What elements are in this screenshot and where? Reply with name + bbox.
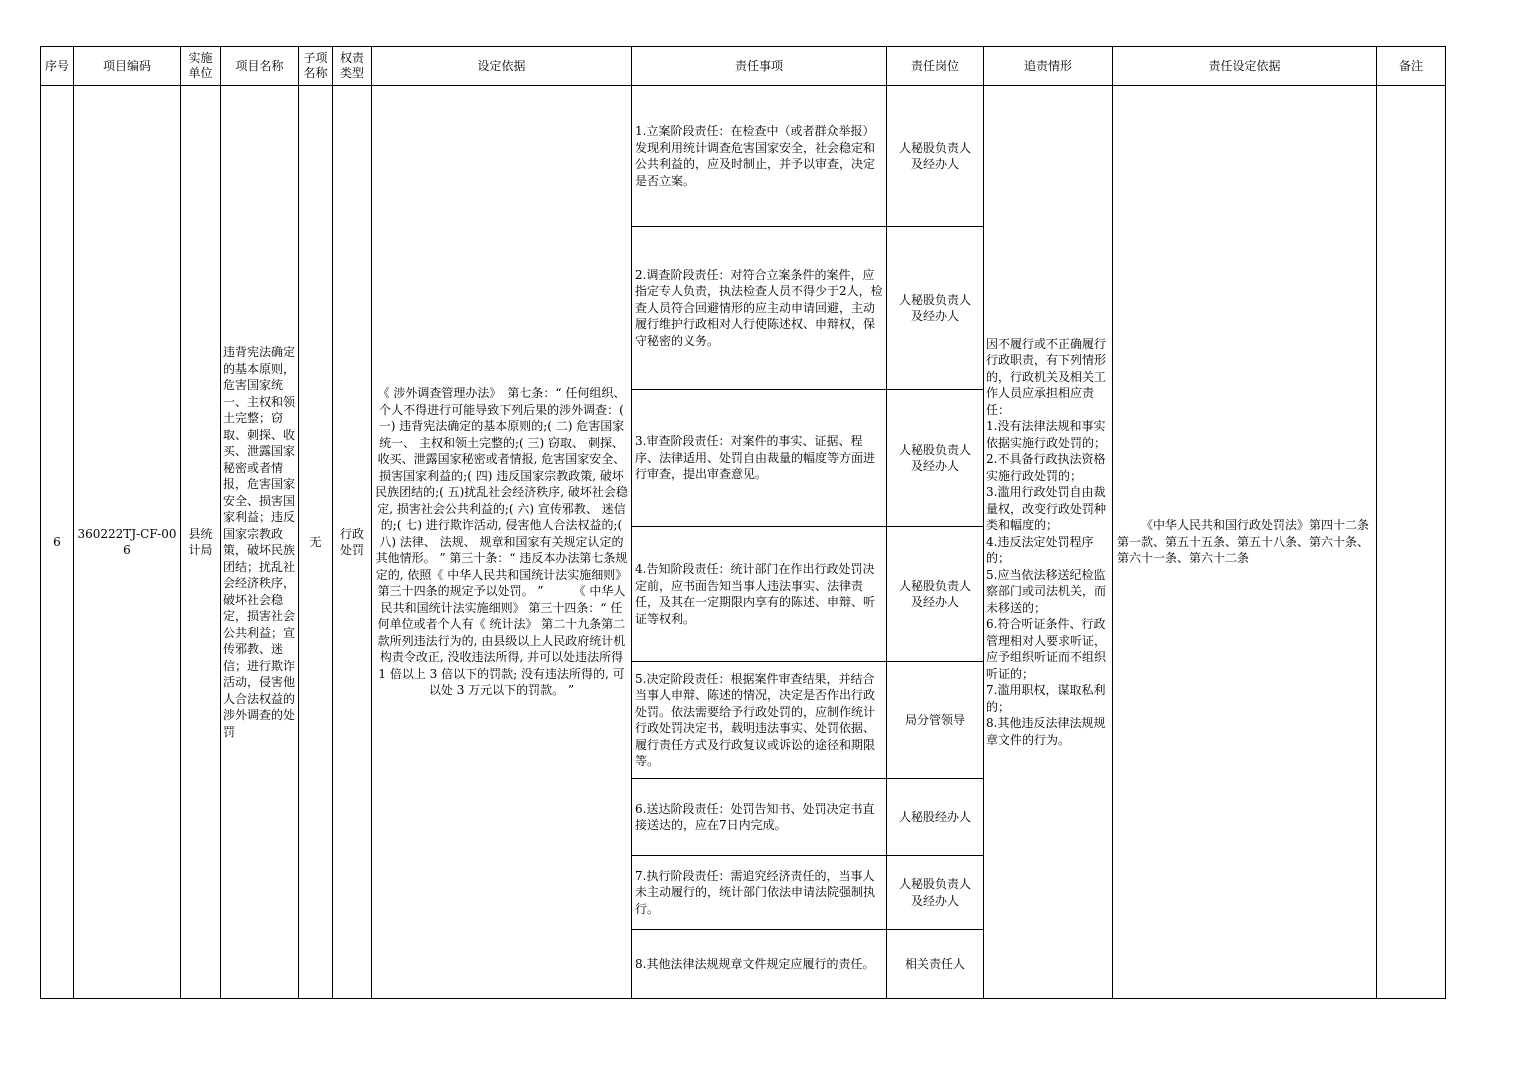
header-row — [41, 47, 1446, 86]
resp-basis-cell: 《中华人民共和国行政处罚法》第四十二条第一款、第五十五条、第五十八条、第六十条、第六十一条、第六十二条 — [1113, 86, 1377, 999]
matter-cell: 1.立案阶段责任：在检查中（或者群众举报）发现利用统计调查危害国家安全，社会稳定和公共利益的，应及时制止，并予以审查，决定是否立案。 — [632, 86, 887, 227]
post-cell: 人秘股负责人及经办人 — [887, 227, 984, 390]
post-cell: 人秘股负责人及经办人 — [887, 527, 984, 662]
matter-cell: 5.决定阶段责任：根据案件审查结果，并结合当事人申辩、陈述的情况，决定是否作出行政处罚。依法需要给予行政处罚的，应制作统计行政处罚决定书，载明违法事实、处罚依据、履行责任方式及行政复议或诉讼的途径和期限等。 — [632, 662, 887, 779]
remark-cell — [1377, 86, 1446, 999]
header-matters: 责任事项 — [632, 47, 887, 86]
header-post: 责任岗位 — [887, 47, 984, 86]
matter-cell: 4.告知阶段责任：统计部门在作出行政处罚决定前，应书面告知当事人违法事实、法律责任，及其在一定期限内享有的陈述、申辩、听证等权利。 — [632, 527, 887, 662]
pursue-cell: 因不履行或不正确履行行政职责，有下列情形的，行政机关及相关工作人员应承担相应责任： 1.没有法律法规和事实依据实施行政处罚的； 2.不具备行政执法资格实施行政处罚的； 3.滥用行政处罚自由裁量权，改变行政处罚种类和幅度的； 4.违反法定处罚程序的； 5.应当依法移送纪检监察部门或司法机关，而未移送的； 6.符合听证条件、行政管理相对人要求听证，应予组织听证而不组织听证的； 7.滥用职权，谋取私利的； 8.其他违反法律法规规章文件的行为。 — [984, 86, 1113, 999]
post-cell: 人秘股负责人及经办人 — [887, 390, 984, 527]
responsibility-table — [40, 46, 1446, 999]
header-seq: 序号 — [41, 47, 74, 86]
matter-cell: 7.执行阶段责任：需追究经济责任的，当事人未主动履行的，统计部门依法申请法院强制执行。 — [632, 856, 887, 930]
type-cell: 行政处罚 — [333, 86, 372, 999]
header-resp-basis: 责任设定依据 — [1113, 47, 1377, 86]
seq-cell: 6 — [41, 86, 74, 999]
post-cell: 局分管领导 — [887, 662, 984, 779]
table-row — [41, 86, 1446, 227]
post-cell: 人秘股负责人及经办人 — [887, 86, 984, 227]
post-cell: 相关责任人 — [887, 930, 984, 999]
post-cell: 人秘股经办人 — [887, 779, 984, 856]
matter-cell: 2.调查阶段责任：对符合立案条件的案件，应指定专人负责，执法检查人员不得少于2人，检查人员符合回避情形的应主动申请回避，主动履行维护行政相对人行使陈述权、申辩权，保守秘密的义务。 — [632, 227, 887, 390]
header-type: 权责类型 — [333, 47, 372, 86]
header-basis: 设定依据 — [372, 47, 632, 86]
matter-cell: 6.送达阶段责任：处罚告知书、处罚决定书直接送达的，应在7日内完成。 — [632, 779, 887, 856]
post-cell: 人秘股负责人及经办人 — [887, 856, 984, 930]
header-name: 项目名称 — [221, 47, 299, 86]
matter-cell: 3.审查阶段责任：对案件的事实、证据、程序、法律适用、处罚自由裁量的幅度等方面进行审查，提出审查意见。 — [632, 390, 887, 527]
header-unit: 实施单位 — [181, 47, 221, 86]
matter-cell: 8.其他法律法规规章文件规定应履行的责任。 — [632, 930, 887, 999]
code-cell: 360222TJ-CF-006 — [74, 86, 181, 999]
unit-cell: 县统计局 — [181, 86, 221, 999]
basis-cell: 《 涉外调查管理办法》 第七条：“ 任何组织、 个人不得进行可能导致下列后果的涉外调查：( 一) 违背宪法确定的基本原则的;( 二) 危害国家统一、 主权和领土完整的;( 三) 窃取、 刺探、收买、泄露国家秘密或者情报, 危害国家安全、损害国家利益的;( 四) 违反国家宗教政策, 破坏民族团结的;( 五)扰乱社会经济秩序, 破坏社会稳定, 损害社会公共利益的;( 六) 宣传邪教、 迷信的;( 七) 进行欺诈活动, 侵害他人合法权益的;( 八) 法律、 法规、 规章和国家有关规定认定的其他情形。 ” 第三十条：“ 违反本办法第七条规定的, 依照《 中华人民共和国统计法实施细则》 第三十四条的规定予以处罚。 ” 《 中华人民共和国统计法实施细则》 第三十四条：“ 任何单位或者个人有《 统计法》 第二十九条第二款所列违法行为的, 由县级以上人民政府统计机构责令改正, 没收违法所得, 并可以处违法所得 1 倍以上 3 倍以下的罚款; 没有违法所得的, 可以处 3 万元以下的罚款。 ” — [372, 86, 632, 999]
item-name-cell: 违背宪法确定的基本原则，危害国家统一、主权和领土完整；窃取、刺探、收买、泄露国家秘密或者情报，危害国家安全、损害国家利益；违反国家宗教政策，破坏民族团结；扰乱社会经济秩序，破坏社会稳定，损害社会公共利益；宣传邪教、迷信；进行欺诈活动，侵害他人合法权益的涉外调查的处罚 — [221, 86, 299, 999]
sub-item-cell: 无 — [299, 86, 333, 999]
header-pursue: 追责情形 — [984, 47, 1113, 86]
header-code: 项目编码 — [74, 47, 181, 86]
header-remark: 备注 — [1377, 47, 1446, 86]
header-sub: 子项名称 — [299, 47, 333, 86]
